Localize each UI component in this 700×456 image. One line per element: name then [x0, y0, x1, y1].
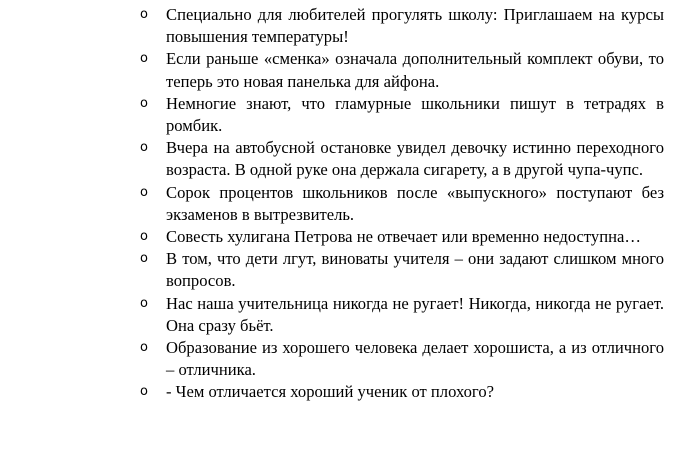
- list-item-text: Нас наша учительница никогда не ругает! Никогда, никогда не ругает. Она сразу бьёт.: [166, 293, 664, 335]
- bullet-marker: o: [140, 251, 148, 267]
- list-item-text: Специально для любителей прогулять школу: Приглашаем на курсы повышения температуры!: [166, 5, 664, 47]
- list-item-text: Немногие знают, что гламурные школьники пишут в тетрадях в ромбик.: [166, 93, 664, 136]
- list-item: [140, 137, 664, 181]
- list-item: [140, 4, 664, 48]
- list-item: [140, 337, 664, 381]
- bullet-marker: o: [140, 229, 148, 245]
- list-item-text: В том, что дети лгут, виноваты учителя – они задают слишком много вопросов.: [166, 249, 664, 291]
- bullet-marker: o: [140, 384, 148, 400]
- list-item: [140, 248, 664, 292]
- list-item-text: Совесть хулигана Петрова не отвечает или временно недоступна…: [166, 227, 641, 247]
- bullet-marker: o: [140, 7, 148, 22]
- bullet-marker: o: [140, 184, 148, 200]
- list-item: [140, 48, 664, 92]
- list-item-text: - Чем отличается хороший ученик от плохого?: [166, 382, 494, 402]
- bullet-marker: o: [140, 95, 148, 111]
- bullet-marker: o: [140, 340, 148, 356]
- list-item-text: Если раньше «сменка» означала дополнительный комплект обуви, то теперь это новая панелька для айфона.: [166, 49, 664, 91]
- bullet-marker: o: [140, 140, 148, 156]
- list-item: [140, 182, 664, 226]
- list-item: [140, 226, 664, 248]
- list-item-text: Образование из хорошего человека делает хорошиста, а из отличного – отличника.: [166, 338, 664, 380]
- list-item-text: Вчера на автобусной остановке увидел девочку истинно переходного возраста. В одной руке она держала сигарету, а в другой чупа-чупс.: [166, 138, 664, 180]
- bullet-marker: o: [140, 51, 148, 67]
- list-item: [140, 381, 664, 403]
- list-item: [140, 293, 664, 337]
- list-item: [140, 93, 664, 137]
- bullet-marker: o: [140, 295, 148, 311]
- list-item-text: Сорок процентов школьников после «выпускного» поступают без экзаменов в вытрезвитель.: [166, 182, 664, 224]
- document-body: [140, 4, 664, 404]
